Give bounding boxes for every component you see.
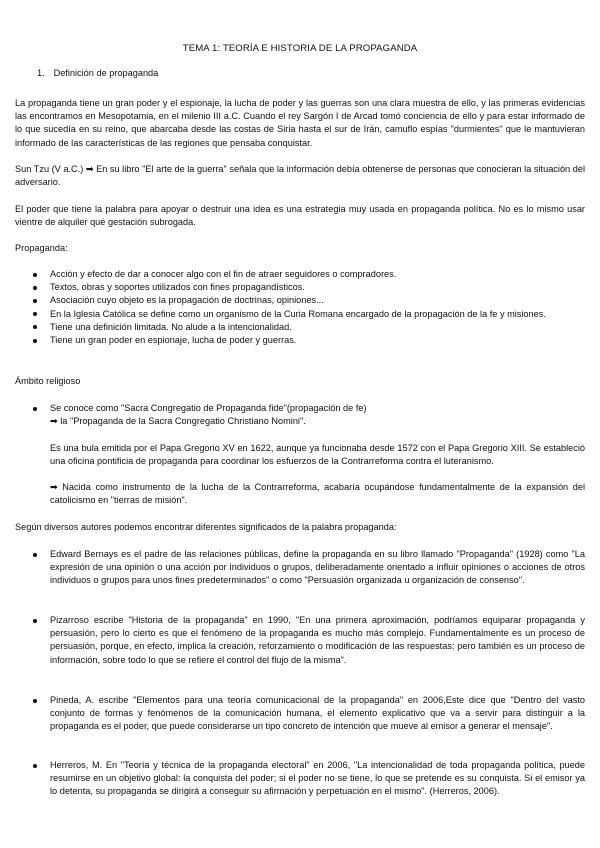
author-definition-herreros: Herreros, M. En "Teoría y técnica de la propaganda electoral" en 2006, "La intencionalidad de toda propaganda política, puede resumirse en un objetivo global: la conquista del poder; si el poder no se tiene, lo que se pretende es su conquista. Si el emisor ya lo detenta, su propaganda se dirigirá a conseguir su afirmación y perpetuación en el mismo". (Herreros, 2006).: [33, 759, 585, 799]
authors-intro: Según diversos autores podemos encontrar diferentes significados de la palabra propaganda:: [15, 522, 397, 532]
section-heading-text: Definición de propaganda: [53, 68, 159, 78]
author-list-4: [33, 759, 585, 799]
author-list-2: [33, 614, 585, 667]
section-heading: [37, 67, 158, 80]
contrarreforma-paragraph: ➡ Nacida como instrumento de la lucha de la Contrarreforma, acabaría ocupándose fundamentalmente de la expansión del catolicismo en "tierras de misión".: [50, 482, 585, 506]
list-item: Textos, obras y soportes utilizados con fines propagandísticos.: [33, 281, 585, 294]
author-list-3: [33, 694, 585, 734]
religious-label: Ámbito religioso: [15, 376, 81, 386]
author-definition-pineda: Pineda, A. escribe "Elementos para una teoría comunicacional de la propaganda" en 2006,Este dice que "Dentro del vasto conjunto de formas y fenómenos de la comunicación humana, el elemento explicativo que va a servir para distinguir a la propaganda es el poder, que puede considerarse un tipo concreto de intención que mueve al emisor a generar el mensaje".: [33, 694, 585, 734]
bula-paragraph: Es una bula emitida por el Papa Gregorio XV en 1622, aunque ya funcionaba desde 1572 con el Papa Gregorio XIII. Se estableció una oficina pontificia de propaganda para coordinar los esfuerzos de la Contrarreforma contra el luteranismo.: [50, 443, 585, 467]
sun-tzu-paragraph: Sun Tzu (V a.C.) ➡ En su libro "El arte de la guerra" señala que la información debía obtenerse de personas que conocieran la situación del adversario.: [15, 164, 585, 188]
author-list-1: [33, 548, 585, 588]
author-definition-bernays: Edward Bernays es el padre de las relaciones públicas, define la propaganda en su libro llamado "Propaganda" (1928) como "La expresión de una opinión o una acción por individuos o grupos, deliberadamente orientado a influir opiniones o acciones de otros individuos o grupos para unos fines predeterminados" o como "Persuasión organizada u organización de consenso".: [33, 548, 585, 588]
list-item: Tiene un gran poder en espionaje, lucha de poder y guerras.: [33, 334, 585, 347]
intro-paragraph: La propaganda tiene un gran poder y el espionaje, la lucha de poder y las guerras son una clara muestra de ello, y las primeras evidencias las encontramos en Mesopotamia, en el milenio III a.C. Cuando el rey Sargón I de Arcad tomó conciencia de ello y para estar informado de lo que sucedía en su reino, que abarcaba desde las costas de Siria hasta el sur de Irán, camuflo espías "durmientes" que le mantuvieran informado de las características de las regiones que pensaba conquistar.: [15, 98, 585, 148]
propaganda-label: Propaganda:: [15, 243, 68, 253]
author-definition-pizarroso: Pizarroso escribe "Historia de la propaganda" en 1990, "En una primera aproximación, podríamos equiparar propaganda y persuasión, pero lo cierto es que el fenómeno de la propaganda es mucho más complejo. Fundamentalmente es un proceso de persuasión, porque, en efecto, implica la creación, reforzamiento o modificación de las respuestas; pero también es un proceso de información, sobre todo lo que se refiere el control del flujo de la misma".: [33, 614, 585, 667]
list-item: En la Iglesia Católica se define como un organismo de la Curia Romana encargado de la propagación de la fe y misiones.: [33, 308, 585, 321]
list-item: Tiene una definición limitada. No alude a la intencionalidad.: [33, 321, 585, 334]
document-title: TEMA 1: TEORÍA E HISTORIA DE LA PROPAGANDA: [182, 43, 418, 54]
list-item: Acción y efecto de dar a conocer algo con el fin de atraer seguidores o compradores.: [33, 268, 585, 281]
propaganda-definition-list: [33, 268, 585, 347]
list-item: Asociación cuyo objeto es la propagación de doctrinas, opiniones...: [33, 294, 585, 307]
religious-list: [33, 402, 585, 415]
sacra-congregatio-line: ➡ la "Propaganda de la Sacra Congregatio Christiano Nomini".: [50, 416, 306, 426]
section-number: 1.: [37, 68, 45, 78]
list-item: Se conoce como "Sacra Congregatio de Propaganda fide"(propagación de fe): [33, 402, 585, 415]
word-power-paragraph: El poder que tiene la palabra para apoyar o destruir una idea es una estrategia muy usada en propaganda política. No es lo mismo usar vientre de alquiler qué gestación subrogada.: [15, 204, 585, 228]
